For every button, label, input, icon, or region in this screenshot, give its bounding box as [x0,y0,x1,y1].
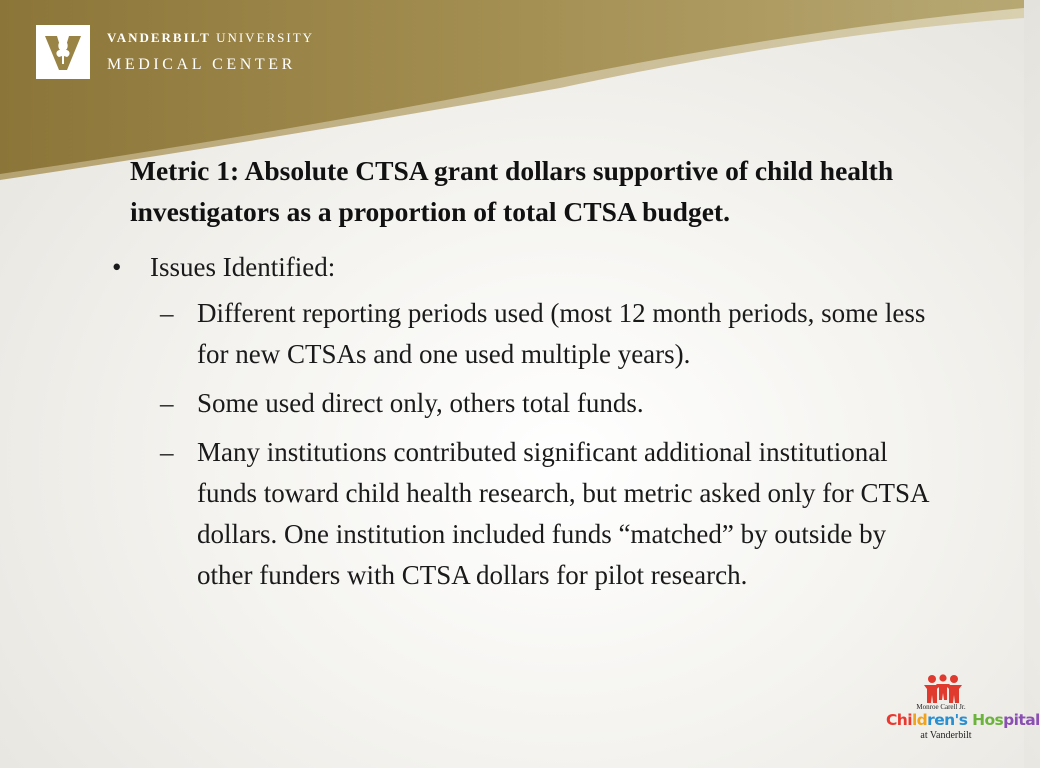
institution-line-1-rest: UNIVERSITY [210,30,315,45]
children-figures-icon [923,674,963,704]
childrens-hospital-logo [886,672,1040,752]
childrens-hospital-name-part: ld [911,711,928,729]
institution-line-1-bold: VANDERBILT [107,30,211,45]
bullet-text: Issues Identified: [150,252,336,282]
sub-bullet-text: Different reporting periods used (most 12 month periods, some less for new CTSAs and one used multiple years). [197,298,926,369]
slide-content [112,247,972,604]
childrens-hospital-name-small: Monroe Carell Jr. [916,703,966,711]
vanderbilt-v-oak-leaf-icon [41,30,85,74]
childrens-hospital-name-part: pital [1003,711,1040,729]
childrens-hospital-name-part: Hos [972,711,1004,729]
institution-line-2: MEDICAL CENTER [107,56,296,73]
sub-bullet-item [160,383,972,424]
bullet-marker: • [112,252,122,282]
childrens-hospital-location: at Vanderbilt [920,730,972,741]
vanderbilt-logo [36,25,90,79]
sub-bullet-item [160,432,972,596]
institution-line-1 [107,30,314,46]
slide-title: Metric 1: Absolute CTSA grant dollars supportive of child health investigators as a proportion of total CTSA budget. [130,155,894,227]
institution-name [107,30,314,77]
childrens-hospital-name [886,710,1040,730]
sub-bullet-text: Many institutions contributed significant additional institutional funds toward child health research, but metric asked only for CTSA dollars. One institution included funds “matched” by outside by other funders with CTSA dollars for pilot research. [197,437,929,590]
childrens-hospital-name-part: ren's [927,711,973,729]
childrens-hospital-name-part: Chi [886,711,912,729]
sub-bullet-text: Some used direct only, others total funds. [197,388,644,418]
sub-bullet-marker: – [160,437,174,467]
bullet-item [112,247,972,288]
sub-bullet-list [160,293,972,596]
sub-bullet-marker: – [160,388,174,418]
sub-bullet-marker: – [160,298,174,328]
sub-bullet-item [160,293,972,375]
